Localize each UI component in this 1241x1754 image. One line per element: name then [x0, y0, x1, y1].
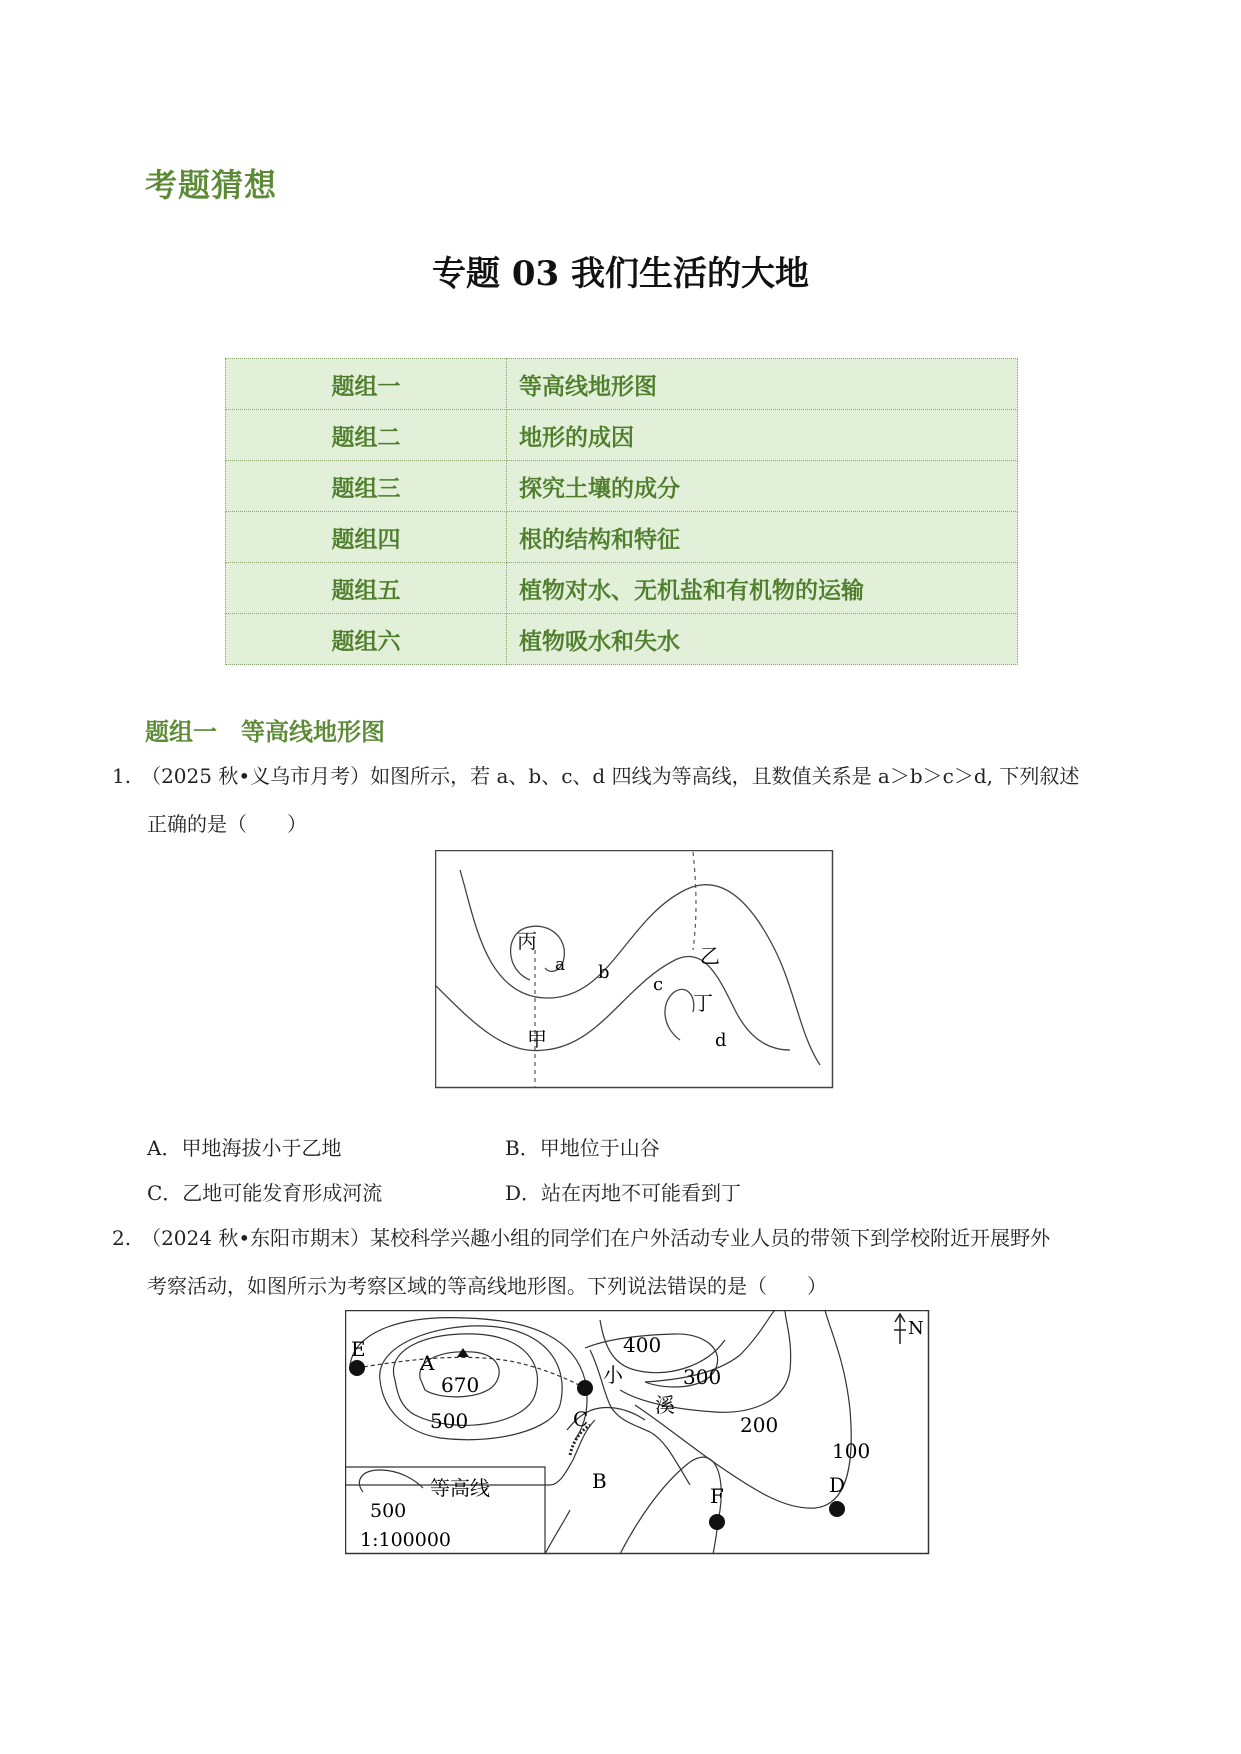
table-cell-topic: 植物吸水和失水	[507, 614, 1018, 665]
label-contour-500: 500	[430, 1409, 469, 1433]
label-f: F	[710, 1484, 724, 1508]
label-stream-xiao: 小	[603, 1363, 623, 1387]
question-2-text-cont: 考察活动，如图所示为考察区域的等高线地形图。下列说法错误的是（ ）	[147, 1274, 827, 1298]
question-2-text: 2. （2024 秋•东阳市期末）某校科学兴趣小组的同学们在户外活动专业人员的带领下到学校附近开展野外	[112, 1226, 1051, 1250]
label-contour-400: 400	[623, 1333, 662, 1357]
group-heading: 题组一 等高线地形图	[145, 718, 385, 746]
label-b: B	[592, 1469, 607, 1493]
label-stream-xi: 溪	[655, 1393, 675, 1417]
label-peak-elevation: 670	[441, 1373, 480, 1397]
table-cell-topic: 植物对水、无机盐和有机物的运输	[507, 563, 1018, 614]
label-d: d	[715, 1030, 727, 1051]
legend-scale: 1:100000	[360, 1529, 452, 1551]
label-contour-300: 300	[683, 1365, 722, 1389]
table-cell-group: 题组二	[226, 410, 507, 461]
question-1-text: 1. （2025 秋•义乌市月考）如图所示，若 a、b、c、d 四线为等高线，且数值关系是 a＞b＞c＞d, 下列叙述	[112, 764, 1080, 788]
table-cell-topic: 探究土壤的成分	[507, 461, 1018, 512]
contour-figure-2	[345, 1310, 930, 1555]
label-ding: 丁	[693, 991, 713, 1015]
label-a: a	[555, 955, 566, 975]
label-north: N	[908, 1318, 924, 1339]
option-d[interactable]: D．站在丙地不可能看到丁	[505, 1181, 742, 1205]
table-cell-topic: 根的结构和特征	[507, 512, 1018, 563]
label-bing: 丙	[517, 929, 537, 953]
table-cell-group: 题组五	[226, 563, 507, 614]
label-c: c	[653, 974, 664, 995]
label-contour-200: 200	[740, 1413, 779, 1437]
label-yi: 乙	[700, 944, 720, 968]
table-row	[226, 563, 1018, 614]
label-d: D	[829, 1473, 846, 1497]
label-c: C	[573, 1407, 589, 1431]
table-cell-group: 题组四	[226, 512, 507, 563]
point-c	[577, 1380, 593, 1396]
legend-contour-value: 500	[370, 1500, 407, 1522]
table-cell-topic: 等高线地形图	[507, 359, 1018, 410]
label-contour-100: 100	[832, 1439, 871, 1463]
table-row	[226, 461, 1018, 512]
label-e: E	[351, 1337, 366, 1361]
question-1-text-cont: 正确的是（ ）	[147, 812, 307, 836]
page-title: 专题 03 我们生活的大地	[432, 254, 809, 294]
point-e	[349, 1360, 365, 1376]
point-d	[829, 1501, 845, 1517]
point-f	[709, 1514, 725, 1530]
table-cell-group: 题组三	[226, 461, 507, 512]
label-a: A	[420, 1351, 435, 1375]
table-row	[226, 512, 1018, 563]
table-row	[226, 614, 1018, 665]
label-b: b	[598, 962, 610, 983]
option-c[interactable]: C．乙地可能发育形成河流	[147, 1181, 383, 1205]
table-row	[226, 359, 1018, 410]
table-cell-topic: 地形的成因	[507, 410, 1018, 461]
table-cell-group: 题组六	[226, 614, 507, 665]
legend-contour-label: 等高线	[430, 1476, 490, 1500]
table-cell-group: 题组一	[226, 359, 507, 410]
option-b[interactable]: B．甲地位于山谷	[505, 1136, 660, 1160]
option-a[interactable]: A．甲地海拔小于乙地	[147, 1136, 342, 1160]
table-row	[226, 410, 1018, 461]
topic-table	[225, 358, 1018, 665]
section-tag: 考题猜想	[145, 166, 278, 204]
contour-figure-1	[435, 850, 834, 1090]
label-jia: 甲	[527, 1027, 547, 1051]
